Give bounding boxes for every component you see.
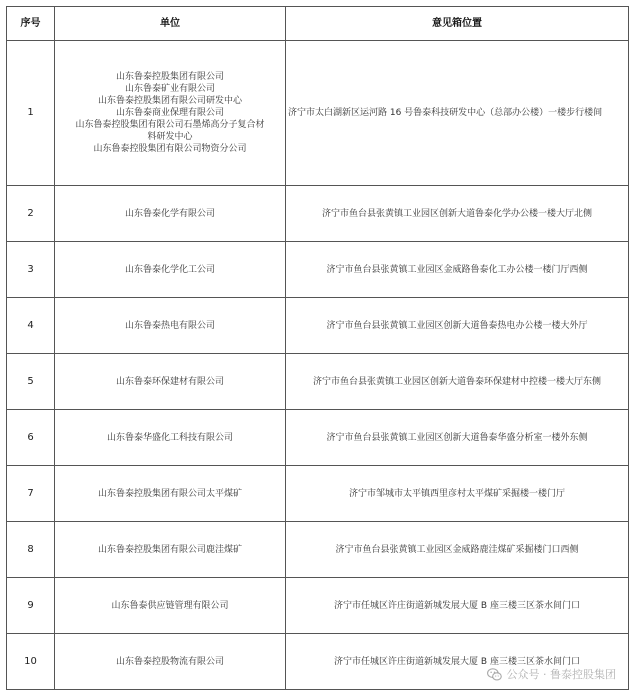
unit-name: 山东鲁泰控股集团有限公司石墨烯高分子复合材 (75, 120, 265, 130)
unit-cell (55, 41, 286, 186)
header-unit: 单位 (55, 7, 286, 41)
row-number: 4 (7, 298, 55, 354)
unit-name: 山东鲁泰商业保理有限公司 (115, 108, 224, 118)
table-row (7, 410, 629, 466)
location-cell: 济宁市鱼台县张黄镇工业园区金威路鲁泰化工办公楼一楼门厅西侧 (286, 242, 629, 298)
table-row (7, 186, 629, 242)
unit-name: 山东鲁泰矿业有限公司 (124, 84, 215, 94)
location-cell: 济宁市任城区许庄街道新城发展大厦 B 座三楼三区茶水间门口 (286, 634, 629, 690)
row-number: 6 (7, 410, 55, 466)
location-cell: 济宁市太白湖新区运河路 16 号鲁泰科技研发中心（总部办公楼）一楼步行楼间 (286, 41, 629, 186)
table-body (7, 41, 629, 690)
row-number: 10 (7, 634, 55, 690)
location-cell: 济宁市邹城市太平镇西里彦村太平煤矿采掘楼一楼门厅 (286, 466, 629, 522)
location-cell: 济宁市鱼台县张黄镇工业园区金威路鹿洼煤矿采掘楼门口西侧 (286, 522, 629, 578)
row-number: 2 (7, 186, 55, 242)
row-number: 3 (7, 242, 55, 298)
location-cell: 济宁市鱼台县张黄镇工业园区创新大道鲁泰化学办公楼一楼大厅北侧 (286, 186, 629, 242)
unit-cell: 山东鲁泰化学化工公司 (55, 242, 286, 298)
unit-cell: 山东鲁泰华盛化工科技有限公司 (55, 410, 286, 466)
unit-name: 山东鲁泰控股集团有限公司 (115, 72, 224, 82)
table-row (7, 354, 629, 410)
table-row (7, 578, 629, 634)
unit-cell: 山东鲁泰环保建材有限公司 (55, 354, 286, 410)
wechat-icon (487, 667, 502, 682)
table-row (7, 466, 629, 522)
unit-name: 料研发中心 (147, 132, 193, 142)
unit-cell: 山东鲁泰控股物流有限公司 (55, 634, 286, 690)
row-number: 8 (7, 522, 55, 578)
table-row (7, 298, 629, 354)
location-cell: 济宁市鱼台县张黄镇工业园区创新大道鲁泰环保建材中控楼一楼大厅东侧 (286, 354, 629, 410)
location-cell: 济宁市鱼台县张黄镇工业园区创新大道鲁泰热电办公楼一楼大外厅 (286, 298, 629, 354)
row-number: 5 (7, 354, 55, 410)
table-header-row (7, 7, 629, 41)
suggestion-box-table (6, 6, 629, 690)
suggestion-box-table-container (6, 6, 628, 690)
watermark-text: 公众号 · 鲁泰控股集团 (506, 668, 616, 681)
row-number: 9 (7, 578, 55, 634)
table-row (7, 41, 629, 186)
table-row (7, 522, 629, 578)
location-cell: 济宁市任城区许庄街道新城发展大厦 B 座三楼三区茶水间门口 (286, 578, 629, 634)
header-no: 序号 (7, 7, 55, 41)
unit-cell: 山东鲁泰供应链管理有限公司 (55, 578, 286, 634)
unit-name: 山东鲁泰控股集团有限公司物资分公司 (93, 144, 247, 154)
table-row (7, 242, 629, 298)
unit-cell: 山东鲁泰控股集团有限公司太平煤矿 (55, 466, 286, 522)
unit-cell: 山东鲁泰控股集团有限公司鹿洼煤矿 (55, 522, 286, 578)
unit-cell: 山东鲁泰化学有限公司 (55, 186, 286, 242)
row-number: 7 (7, 466, 55, 522)
watermark (487, 666, 617, 682)
row-number: 1 (7, 41, 55, 186)
header-location: 意见箱位置 (286, 7, 629, 41)
location-cell: 济宁市鱼台县张黄镇工业园区创新大道鲁泰华盛分析室一楼外东侧 (286, 410, 629, 466)
unit-cell: 山东鲁泰热电有限公司 (55, 298, 286, 354)
unit-name: 山东鲁泰控股集团有限公司研发中心 (97, 96, 242, 106)
